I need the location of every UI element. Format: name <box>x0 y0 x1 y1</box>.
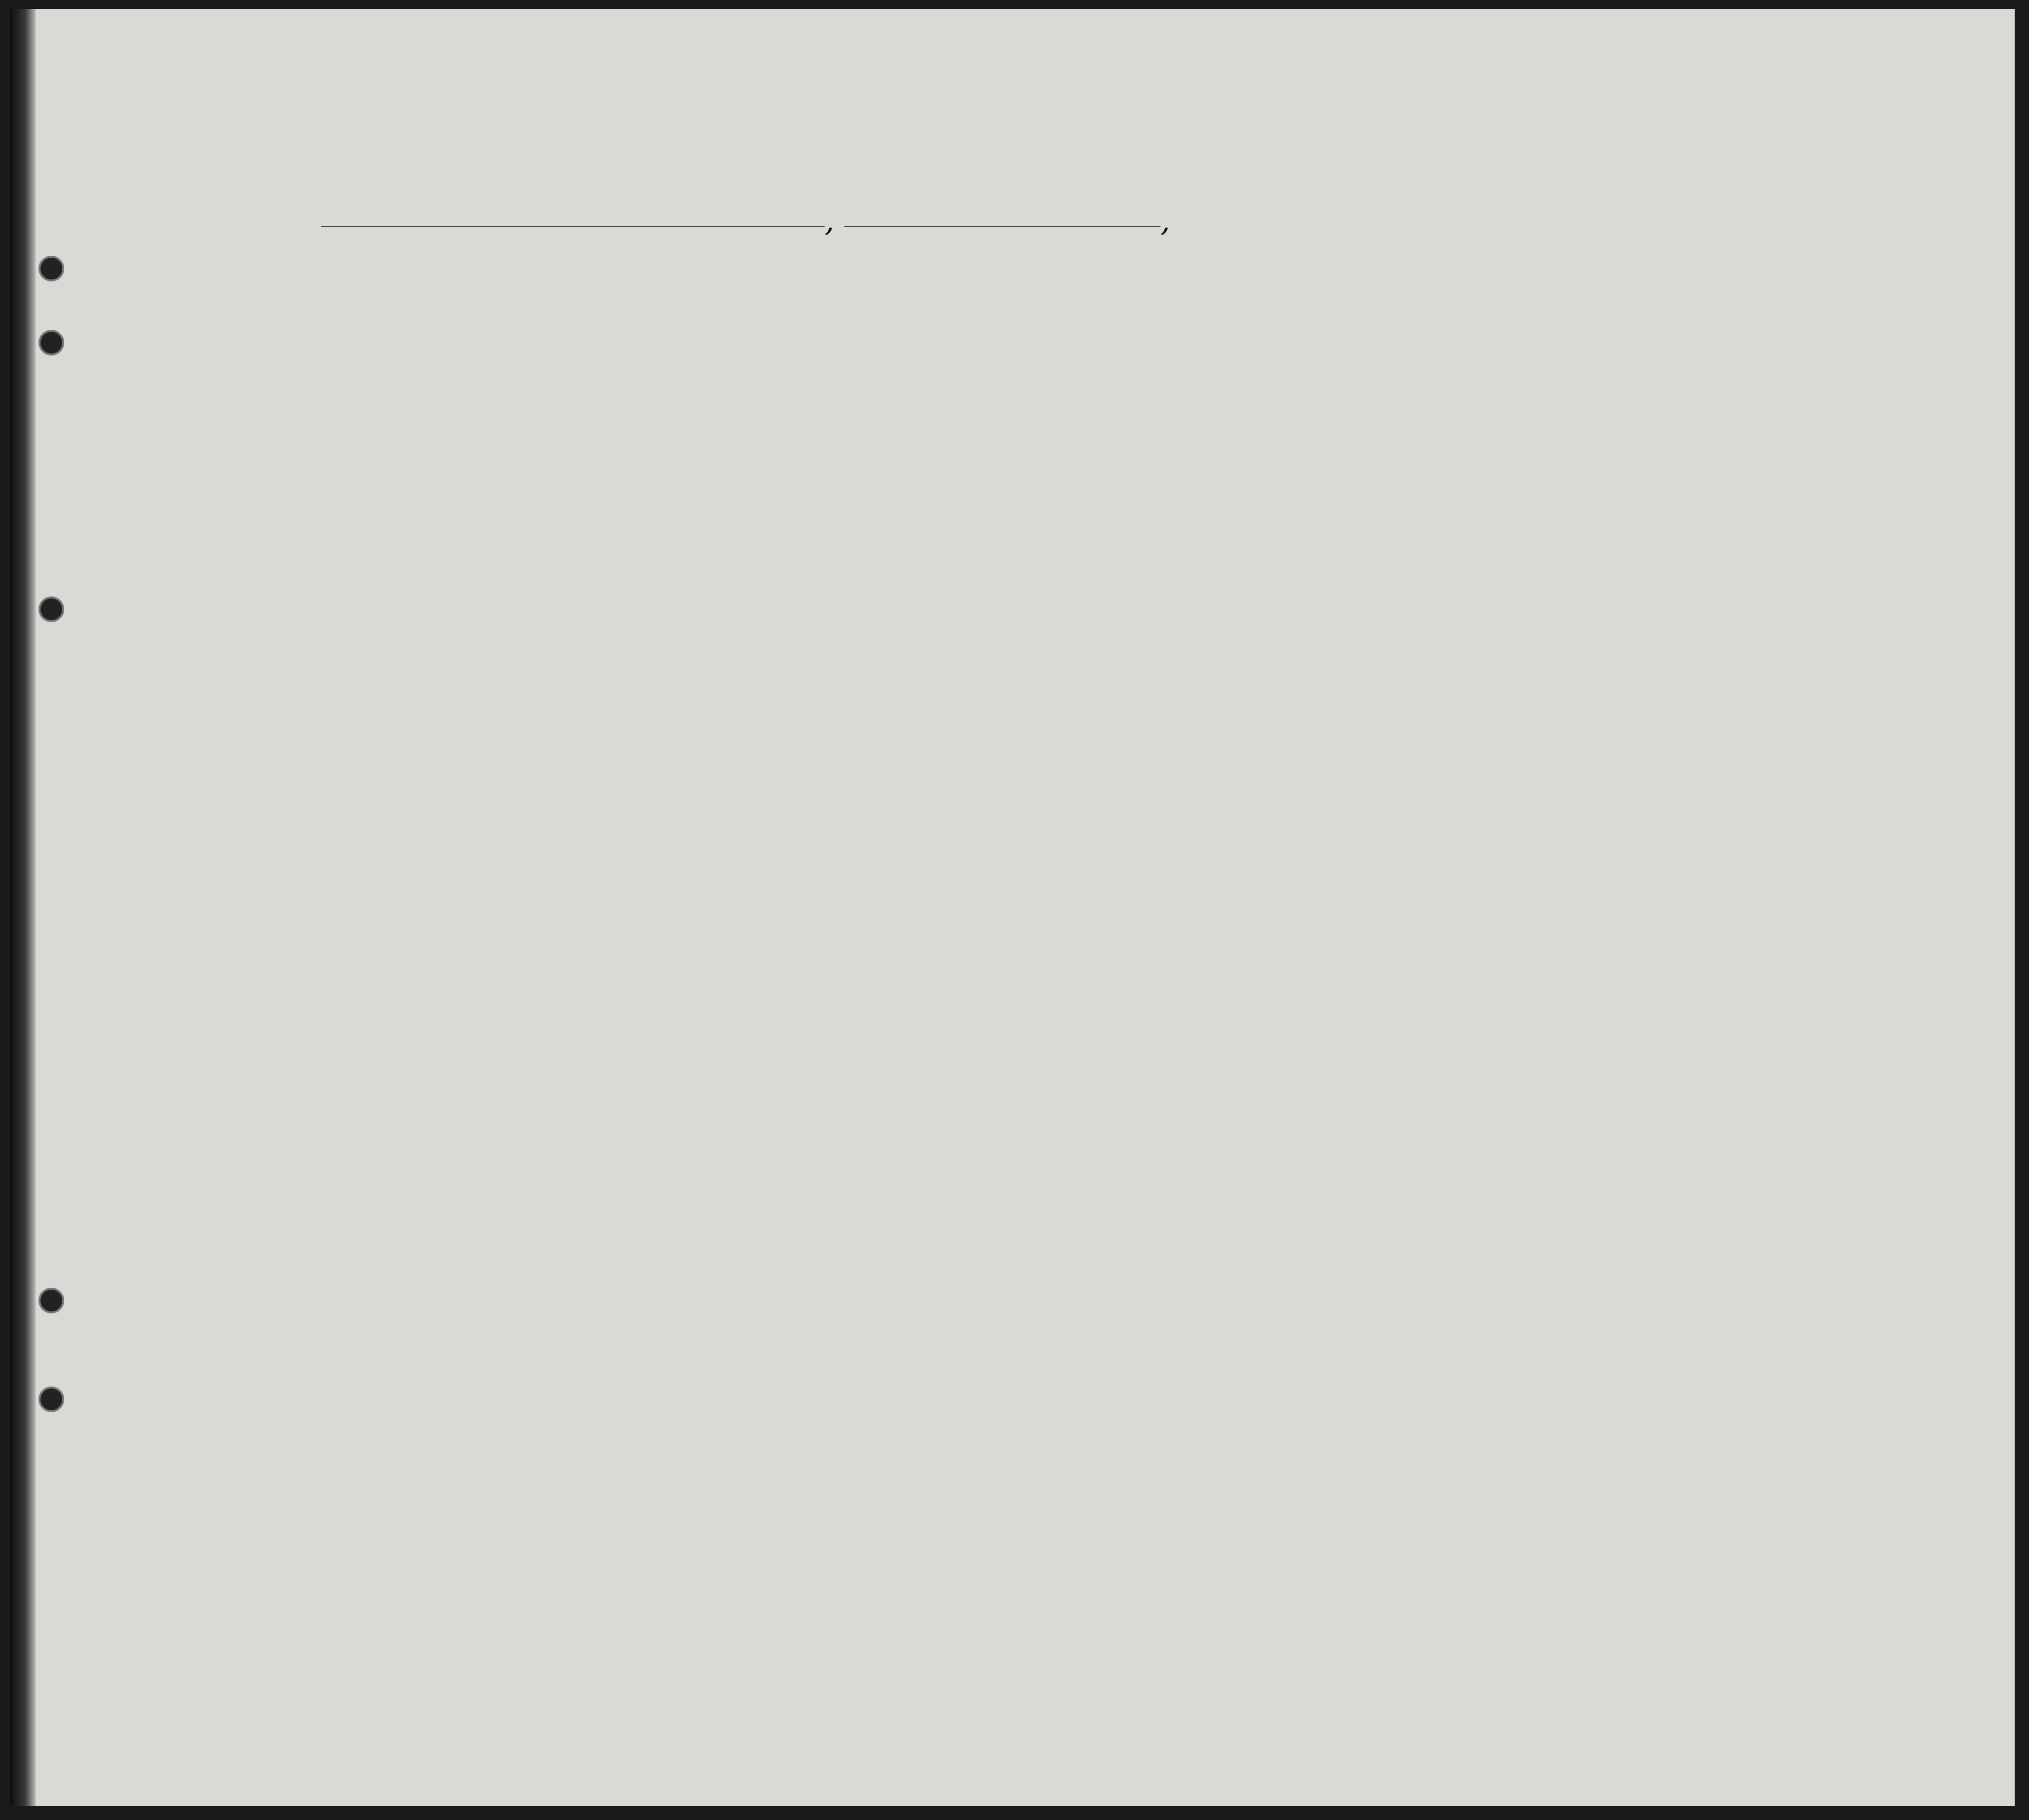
binding-ring <box>39 256 64 281</box>
binding-ring <box>39 1288 64 1313</box>
binding-ring <box>39 1386 64 1412</box>
list-number-box <box>1970 44 1985 107</box>
binding-ring <box>39 330 64 356</box>
binding-ring <box>39 596 64 622</box>
manifest-sheet <box>10 9 2015 1806</box>
binding-spine <box>10 9 36 1806</box>
